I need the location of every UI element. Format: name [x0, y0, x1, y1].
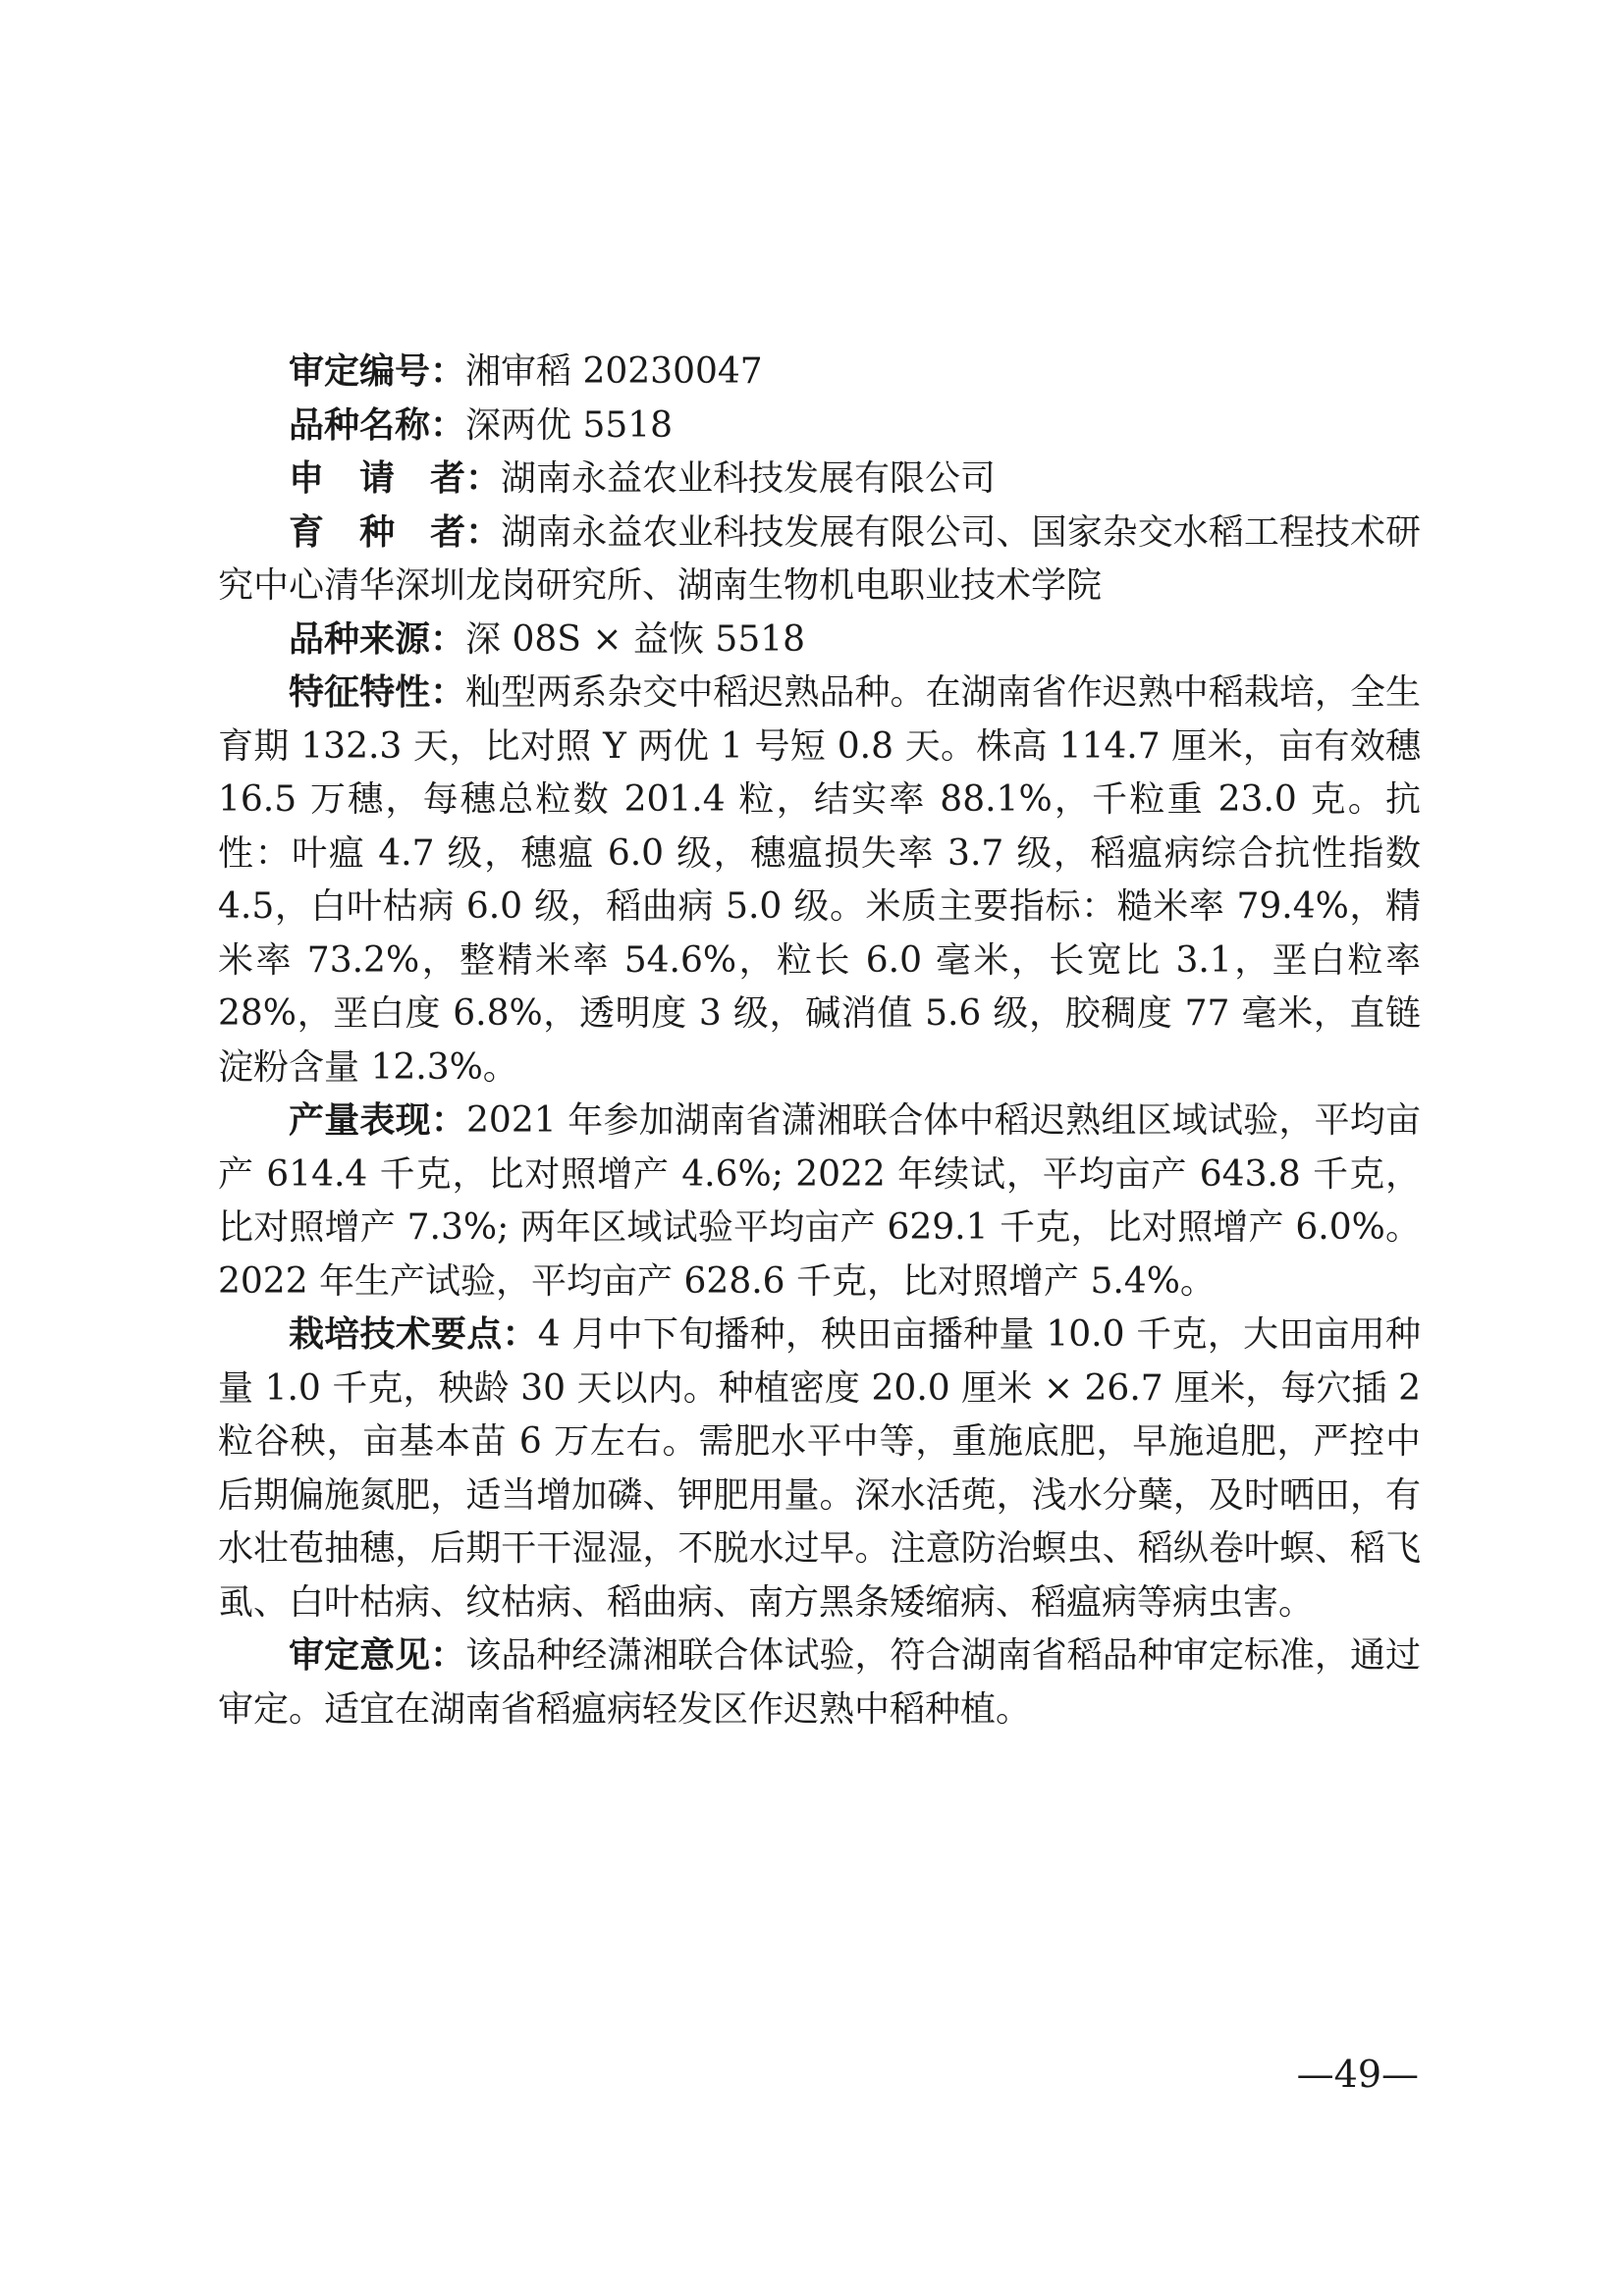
applicant-label: 申 请 者：: [289, 458, 502, 499]
variety-source-label: 品种来源：: [289, 618, 466, 660]
variety-source-row: [218, 614, 1421, 667]
variety-name-row: [218, 400, 1421, 454]
approval-opinion-paragraph: [218, 1629, 1421, 1736]
page-number: —49—: [1296, 2053, 1419, 2096]
approval-opinion-label: 审定意见：: [289, 1635, 466, 1676]
characteristics-text: 籼型两系杂交中稻迟熟品种。在湖南省作迟熟中稻栽培，全生育期 132.3 天，比对照 Y 两优 1 号短 0.8 天。株高 114.7 厘米，亩有效穗 16.5 万穗，每穗总粒数 201.4 粒，结实率 88.1%，千粒重 23.0 克。抗性：叶瘟 4.7 级，穗瘟 6.0 级，穗瘟损失率 3.7 级，稻瘟病综合抗性指数 4.5，白叶枯病 6.0 级，稻曲病 5.0 级。米质主要指标：糙米率 79.4%，精米率 73.2%，整精米率 54.6%，粒长 6.0 毫米，长宽比 3.1，垩白粒率 28%，垩白度 6.8%，透明度 3 级，碱消值 5.6 级，胶稠度 77 毫米，直链淀粉含量 12.3%。: [218, 672, 1421, 1088]
approval-opinion-text: 该品种经潇湘联合体试验，符合湖南省稻品种审定标准，通过审定。适宜在湖南省稻瘟病轻发区作迟熟中稻种植。: [218, 1635, 1421, 1730]
variety-name-value: 深两优 5518: [465, 404, 674, 446]
breeder-label: 育 种 者：: [289, 511, 502, 553]
cultivation-label: 栽培技术要点：: [289, 1314, 538, 1355]
characteristics-paragraph: [218, 667, 1421, 1095]
yield-performance-label: 产量表现：: [289, 1100, 467, 1141]
variety-source-value: 深 08S × 益恢 5518: [465, 618, 806, 660]
cultivation-text: 4 月中下旬播种，秧田亩播种量 10.0 千克，大田亩用种量 1.0 千克，秧龄 30 天以内。种植密度 20.0 厘米 × 26.7 厘米，每穴插 2 粒谷秧，亩基本苗 6 万左右。需肥水平中等，重施底肥，早施追肥，严控中后期偏施氮肥，适当增加磷、钾肥用量。深水活蔸，浅水分蘖，及时晒田，有水壮苞抽穗，后期干干湿湿，不脱水过早。注意防治螟虫、稻纵卷叶螟、稻飞虱、白叶枯病、纹枯病、稻曲病、南方黑条矮缩病、稻瘟病等病虫害。: [218, 1314, 1421, 1623]
breeder-row: [218, 507, 1421, 614]
approval-number-row: [218, 346, 1421, 400]
yield-performance-paragraph: [218, 1095, 1421, 1308]
cultivation-paragraph: [218, 1308, 1421, 1629]
applicant-row: [218, 453, 1421, 507]
approval-number-value: 湘审稻 20230047: [465, 351, 763, 392]
variety-name-label: 品种名称：: [289, 404, 466, 446]
applicant-value: 湖南永益农业科技发展有限公司: [501, 458, 997, 499]
document-body: [218, 346, 1421, 1736]
characteristics-label: 特征特性：: [289, 672, 466, 713]
approval-number-label: 审定编号：: [289, 351, 466, 392]
yield-performance-text: 2021 年参加湖南省潇湘联合体中稻迟熟组区域试验，平均亩产 614.4 千克，比对照增产 4.6%; 2022 年续试，平均亩产 643.8 千克，比对照增产 7.3%; 两年区域试验平均亩产 629.1 千克，比对照增产 6.0%。2022 年生产试验，平均亩产 628.6 千克，比对照增产 5.4%。: [218, 1100, 1421, 1302]
breeder-value: 湖南永益农业科技发展有限公司、国家杂交水稻工程技术研究中心清华深圳龙岗研究所、湖南生物机电职业技术学院: [218, 511, 1421, 606]
